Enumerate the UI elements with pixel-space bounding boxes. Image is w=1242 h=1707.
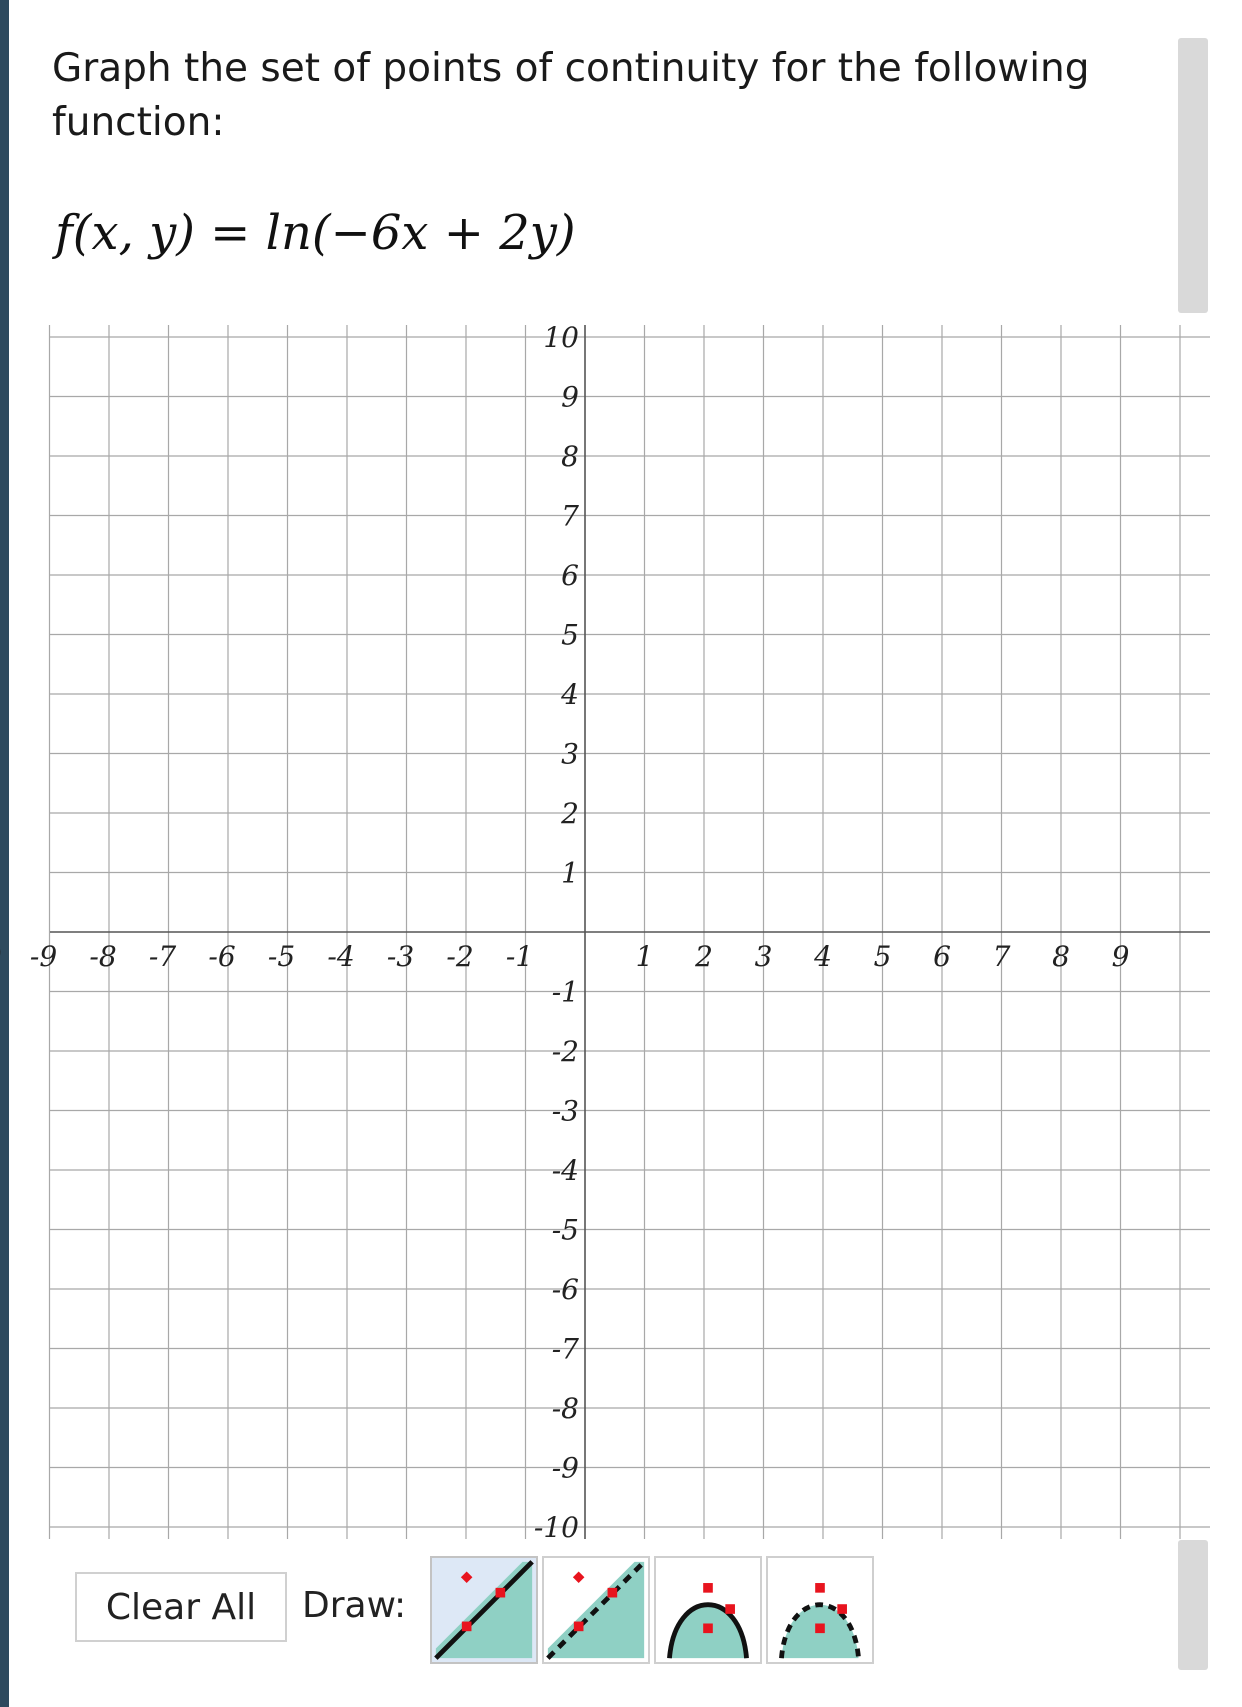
x-tick-label: -2: [446, 940, 474, 973]
y-tick-label: -10: [533, 1511, 579, 1544]
solid-parabola-tool-button[interactable]: [654, 1556, 762, 1664]
draw-label: Draw:: [302, 1585, 407, 1626]
question-prompt: Graph the set of points of continuity for the following function:: [52, 46, 1090, 145]
dashed-parabola-tool-button[interactable]: [766, 1556, 874, 1664]
x-tick-label: 3: [754, 940, 773, 973]
dashed-parabola-icon: [768, 1558, 872, 1662]
x-tick-label: 1: [635, 940, 654, 973]
x-tick-label: 6: [933, 940, 951, 973]
y-tick-label: 7: [561, 499, 579, 533]
x-tick-label: -7: [148, 940, 177, 973]
scrollbar-lower[interactable]: [1178, 1540, 1208, 1670]
y-tick-label: 5: [561, 618, 579, 652]
x-tick-label: 8: [1052, 940, 1070, 973]
x-tick-label: -3: [386, 940, 415, 973]
y-tick-label: 6: [561, 559, 579, 592]
y-tick-label: -3: [551, 1094, 579, 1128]
x-tick-label: 2: [695, 940, 713, 973]
x-tick-label: 4: [814, 940, 832, 973]
x-tick-label: -9: [29, 940, 58, 973]
solid-line-icon: [432, 1558, 536, 1662]
solid-parabola-icon: [656, 1558, 760, 1662]
scrollbar[interactable]: [1178, 38, 1208, 313]
y-tick-label: 1: [561, 856, 579, 890]
y-tick-label: -1: [551, 975, 579, 1009]
y-tick-label: 2: [561, 797, 579, 830]
graph-canvas[interactable]: [29, 310, 1210, 1544]
y-tick-label: -8: [551, 1392, 579, 1425]
x-tick-label: -5: [267, 940, 296, 973]
x-tick-label: -6: [208, 940, 236, 973]
x-tick-label: -8: [89, 940, 117, 973]
y-tick-label: -4: [551, 1154, 579, 1187]
y-tick-label: 8: [561, 440, 579, 473]
y-tick-label: -6: [551, 1273, 579, 1306]
clear-all-button[interactable]: Clear All: [75, 1572, 287, 1642]
y-tick-label: -7: [551, 1332, 579, 1366]
y-tick-label: 9: [561, 380, 579, 414]
y-tick-label: 10: [543, 321, 579, 354]
x-tick-label: [0, 940, 2, 973]
x-tick-label: 5: [873, 940, 892, 973]
y-tick-label: 3: [561, 737, 579, 771]
window-edge: [0, 0, 9, 1707]
dashed-line-icon: [544, 1558, 648, 1662]
y-tick-label: 4: [561, 678, 579, 711]
function-formula: f(x, y) = ln(−6x + 2y): [55, 205, 576, 261]
y-tick-label: -5: [551, 1213, 579, 1247]
y-tick-label: -9: [551, 1451, 579, 1485]
x-tick-label: -4: [327, 940, 355, 973]
dashed-line-tool-button[interactable]: [542, 1556, 650, 1664]
x-tick-label: 9: [1111, 940, 1130, 973]
x-tick-label: 7: [992, 940, 1011, 973]
x-tick-label: -1: [505, 940, 534, 973]
y-tick-label: -2: [551, 1035, 579, 1068]
solid-line-tool-button[interactable]: [430, 1556, 538, 1664]
